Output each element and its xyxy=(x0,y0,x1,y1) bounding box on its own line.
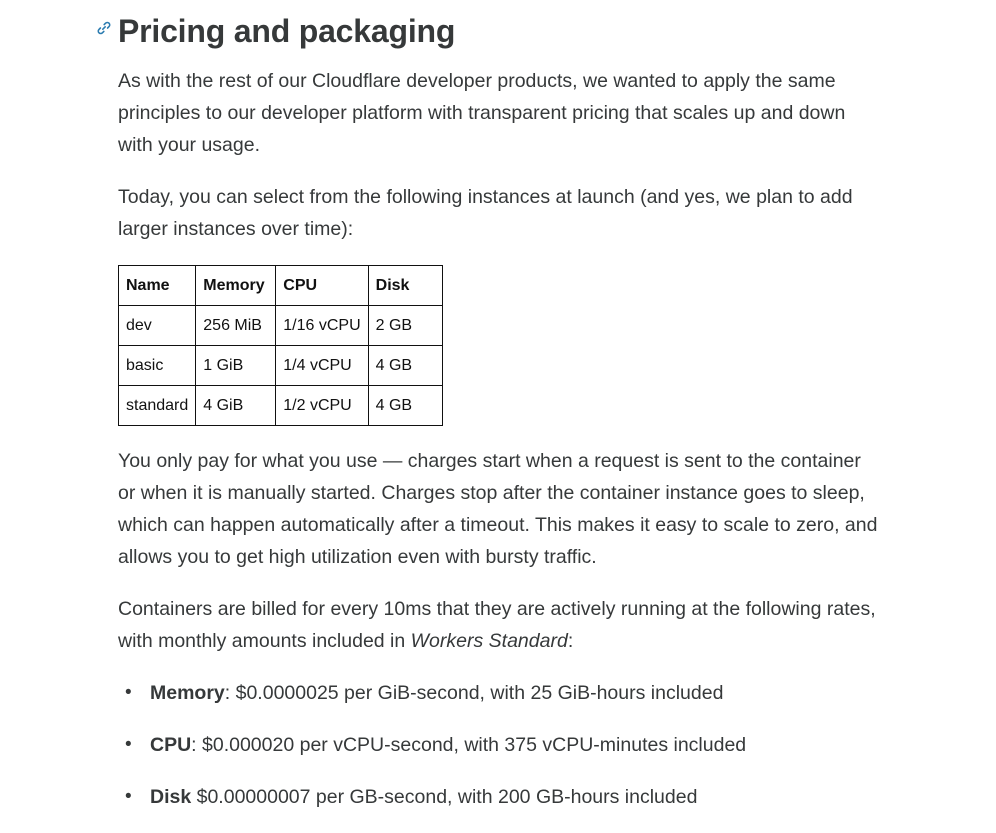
cell-name: dev xyxy=(119,306,196,346)
list-item xyxy=(118,677,746,729)
rates-list xyxy=(118,677,746,833)
list-item xyxy=(118,781,746,833)
cell-disk: 2 GB xyxy=(368,306,442,346)
table-row xyxy=(119,386,443,426)
rate-label: Memory xyxy=(150,682,225,704)
rate-separator: : xyxy=(191,734,197,756)
rate-detail: $0.000020 per vCPU-second, with 375 vCPU-minutes included xyxy=(196,734,747,756)
workers-standard-emphasis: Workers Standard xyxy=(410,630,568,652)
bullet-icon: • xyxy=(125,734,132,755)
rate-label: CPU xyxy=(150,734,192,756)
header-cpu: CPU xyxy=(276,266,368,306)
rate-detail: $0.00000007 per GB-second, with 200 GB-hours included xyxy=(191,786,698,808)
header-name: Name xyxy=(119,266,196,306)
cell-disk: 4 GB xyxy=(368,346,442,386)
cell-disk: 4 GB xyxy=(368,386,442,426)
cell-name: basic xyxy=(119,346,196,386)
instances-intro-paragraph: Today, you can select from the following instances at launch (and yes, we plan to add larger instances over time): xyxy=(118,186,853,240)
cell-cpu: 1/4 vCPU xyxy=(276,346,368,386)
table-row xyxy=(119,346,443,386)
article-body xyxy=(118,0,878,808)
cell-name: standard xyxy=(119,386,196,426)
list-item xyxy=(118,729,746,781)
rate-separator: : xyxy=(224,682,231,704)
section-heading-row xyxy=(118,0,878,62)
rate-detail: $0.0000025 per GiB-second, with 25 GiB-hours included xyxy=(230,682,724,704)
table-row xyxy=(119,306,443,346)
bullet-icon: • xyxy=(125,682,132,703)
cell-cpu: 1/16 vCPU xyxy=(276,306,368,346)
section-title: Pricing and packaging xyxy=(118,13,456,49)
link-icon[interactable] xyxy=(96,20,112,36)
header-disk: Disk xyxy=(368,266,442,306)
instances-table xyxy=(118,265,443,426)
cell-memory: 1 GiB xyxy=(196,346,276,386)
cell-memory: 4 GiB xyxy=(196,386,276,426)
cell-cpu: 1/2 vCPU xyxy=(276,386,368,426)
header-memory: Memory xyxy=(196,266,276,306)
usage-paragraph: You only pay for what you use — charges start when a request is sent to the container or when it is manually started. Charges stop after the container instance goes to sleep, which can happen automatically after a timeout. This makes it easy to scale to zero, and allows you to get high utilization even with bursty traffic. xyxy=(118,450,878,568)
table-header-row xyxy=(119,266,443,306)
billing-text-end: : xyxy=(567,630,574,652)
intro-paragraph: As with the rest of our Cloudflare developer products, we wanted to apply the same principles to our developer platform with transparent pricing that scales up and down with your usage. xyxy=(118,70,846,156)
cell-memory: 256 MiB xyxy=(196,306,276,346)
bullet-icon: • xyxy=(125,786,132,807)
rate-label: Disk xyxy=(150,786,192,808)
billing-text: Containers are billed for every 10ms that they are actively running at the following rates, with monthly amounts included in xyxy=(118,598,876,652)
billing-paragraph xyxy=(118,593,878,657)
